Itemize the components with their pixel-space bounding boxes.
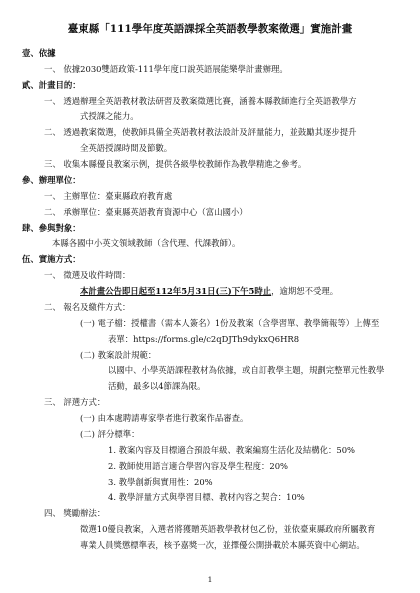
section-2-heading: 貳、計畫目的： bbox=[22, 79, 81, 90]
review-method-2: (二) 評分標準： bbox=[80, 428, 140, 439]
section-2-line-1a: 一、 透過辦理全英語教材教法研習及教案徵選比賽，涵養本縣教師進行全英語教學方 bbox=[44, 95, 357, 106]
section-2-line-1b: 式授課之能力。 bbox=[80, 111, 139, 122]
section-4-heading: 肆、參與對象： bbox=[22, 222, 81, 233]
design-spec-b: 活動，最多以4節課為限。 bbox=[108, 381, 206, 392]
section-3-heading: 參、辦理單位： bbox=[22, 174, 81, 185]
design-spec-a: 以國中、小學英語課程教材為依據，或自訂教學主題，規劃完整單元性教學 bbox=[108, 365, 385, 376]
section-4-line-1: 本縣各國中小英文領域教師（含代理、代課教師）。 bbox=[52, 238, 241, 249]
criteria-2: 2. 教師使用語言適合學習內容及學生程度：20% bbox=[108, 460, 289, 471]
section-2-line-3: 三、 收集本縣優良教案示例，提供各級學校教師作為教學精進之參考。 bbox=[44, 159, 307, 170]
section-3-line-1: 一、 主辦單位：臺東縣政府教育處 bbox=[44, 190, 173, 201]
section-5-line-4: 四、 獎勵辦法： bbox=[44, 508, 106, 519]
criteria-4: 4. 教學評量方式與學習目標、教材內容之契合：10% bbox=[108, 492, 305, 503]
document-title: 臺東縣「111學年度英語課採全英語教學教案徵選」實施計畫 bbox=[67, 23, 353, 35]
section-5-line-3: 三、 評選方式： bbox=[44, 397, 106, 408]
award-b: 專業人員獎懲標準表，核予嘉獎一次，並擇優公開掛載於本縣英資中心網站。 bbox=[80, 540, 365, 550]
section-5-line-1: 一、 徵選及收件時間： bbox=[44, 270, 131, 281]
criteria-1: 1. 教案內容及目標適合預設年級、教案編寫生活化及結構化：50% bbox=[108, 444, 356, 455]
deadline-text: 本計畫公告即日起至112年5月31日(三)下午5時止 bbox=[80, 286, 272, 297]
design-spec-heading: (二) 教案設計規範： bbox=[80, 349, 157, 360]
deadline-tail: ，逾期恕不受理。 bbox=[271, 286, 339, 297]
page-number: 1 bbox=[207, 575, 213, 584]
section-2-line-2b: 全英語授課時間及節數。 bbox=[80, 143, 173, 154]
submission-electronic-a: (一) 電子檔：授權書（需本人簽名）1份及教案（含學習單、教學簡報等）上傳至 bbox=[80, 317, 380, 328]
section-1-heading: 壹、依據 bbox=[22, 48, 56, 58]
section-5-heading: 伍、實施方式： bbox=[22, 254, 81, 265]
section-3-line-2: 二、 承辦單位：臺東縣英語教育資源中心（富山國小） bbox=[44, 206, 248, 217]
criteria-3: 3. 教學創新與實用性：20% bbox=[108, 476, 213, 487]
submission-form-link[interactable]: 表單：https://forms.gle/c2qDJTh9dykxQ6HR8 bbox=[108, 333, 300, 344]
review-method-1: (一) 由本處聘請專家學者進行教案作品審查。 bbox=[80, 413, 249, 424]
section-2-line-2a: 二、 透過教案徵選，使教師具備全英語教材教法設計及評量能力，並鼓勵其逐步提升 bbox=[44, 127, 357, 138]
deadline-line bbox=[80, 286, 338, 297]
award-a: 徵選10優良教案，入選者將獲贈英語教學教材包乙份，並依臺東縣政府所屬教育 bbox=[80, 524, 376, 535]
section-5-line-2: 二、 報名及繳件方式： bbox=[44, 301, 131, 312]
section-1-line-1: 一、 依據2030雙語政策-111學年度口說英語展能樂學計畫辦理。 bbox=[44, 63, 288, 74]
